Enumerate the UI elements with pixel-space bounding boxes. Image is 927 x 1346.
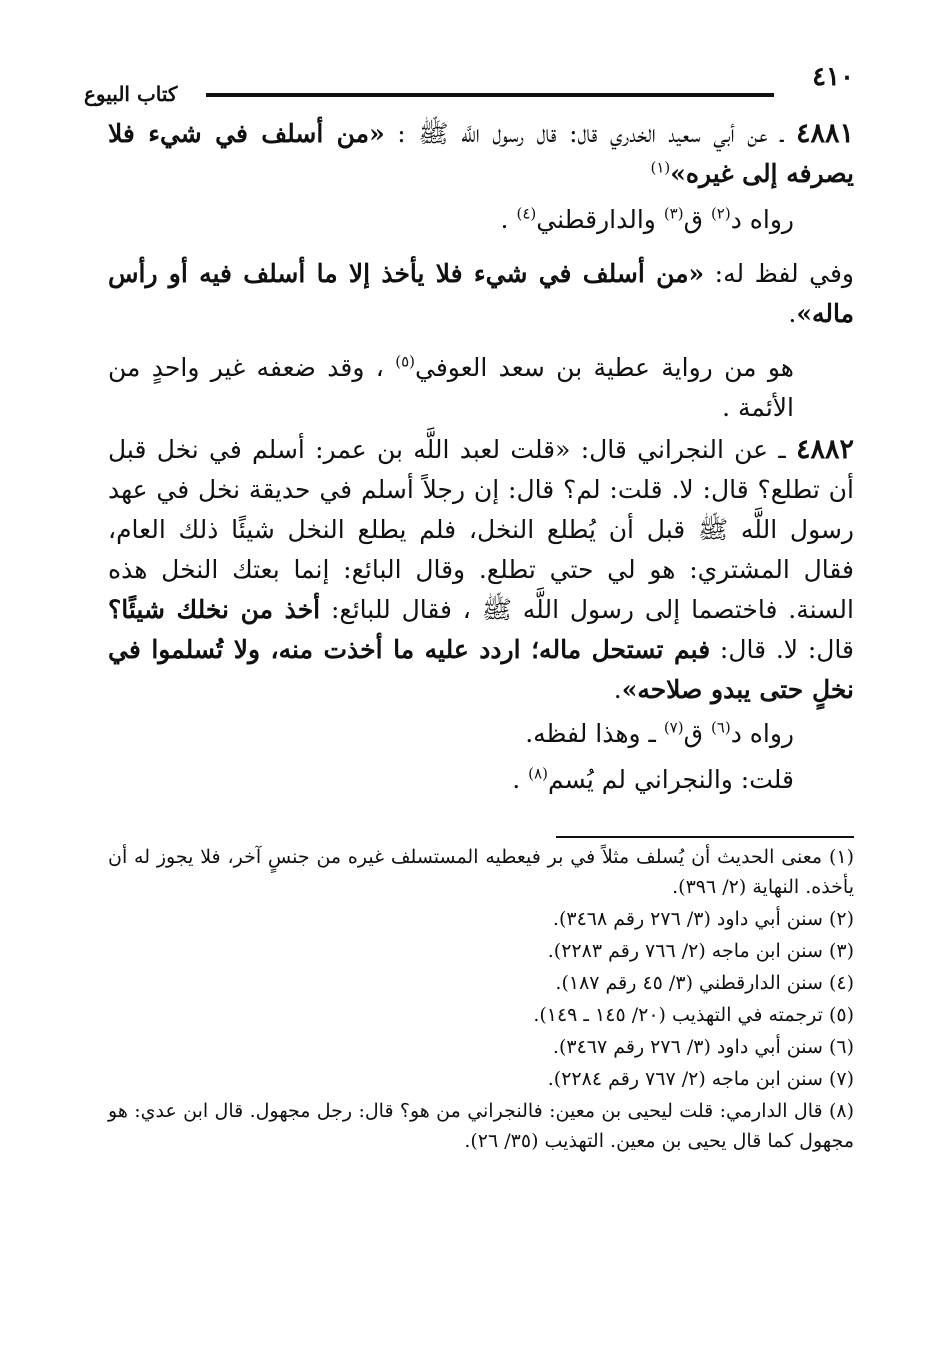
narration-text: والدارقطني	[536, 205, 664, 234]
page-header	[84, 62, 854, 106]
hadith-quote-bold: فبم تستحل ماله؛ اردد عليه ما أخذت منه، ولا تُسلموا في نخلٍ حتى يبدو صلاحه»	[108, 635, 854, 704]
footnote-number: (٥)	[822, 1004, 854, 1026]
book-title: كتاب البيوع	[84, 82, 178, 106]
hadith-intro: ـ عن أبي سعيد الخدري قال: قال رسول اللَّه ﷺ :	[384, 119, 796, 148]
footnote-number: (٤)	[822, 972, 854, 994]
footnote-number: (٦)	[822, 1036, 854, 1058]
footnote-ref[interactable]: (٤)	[516, 204, 537, 223]
footnote-item	[108, 1000, 854, 1030]
footnotes	[108, 842, 854, 1158]
footnote-item	[108, 936, 854, 966]
narration-text: رواه د	[730, 719, 794, 748]
note-text: قلت: والنجراني لم يُسم	[547, 765, 794, 794]
footnote-text: سنن ابن ماجه (٢/ ٧٦٧ رقم ٢٢٨٤).	[547, 1068, 823, 1090]
footnote-text: سنن الدارقطني (٣/ ٤٥ رقم ١٨٧).	[555, 972, 823, 994]
footnote-text: معنى الحديث أن يُسلف مثلاً في بر فيعطيه المستسلف غيره من جنسٍ آخر، فلا يجوز له أن يأخذه. النهاية (٢/ ٣٩٦).	[108, 846, 854, 898]
footnote-item	[108, 904, 854, 934]
hadith-quote-end: .	[613, 675, 622, 704]
hadith-intro: ـ عن النجراني قال:	[570, 435, 796, 464]
footnote-rule	[556, 836, 854, 838]
footnote-ref[interactable]: (٥)	[395, 352, 415, 371]
narration-line	[108, 714, 854, 754]
hadith-4881-text	[108, 114, 854, 194]
hadith-quote: قال: لا. قال:	[710, 635, 854, 664]
wording-label: وفي لفظ له:	[704, 259, 854, 288]
comment-line	[108, 348, 854, 428]
page-number: ٤١٠	[812, 62, 854, 92]
note-text: .	[512, 765, 529, 794]
footnote-text: سنن ابن ماجه (٢/ ٧٦٦ رقم ٢٢٨٣).	[547, 940, 823, 962]
narration-text: ـ وهذا لفظه.	[525, 719, 664, 748]
footnote-ref[interactable]: (٦)	[710, 718, 731, 737]
footnote-item	[108, 968, 854, 998]
hadith-number: ٤٨٨٢	[795, 434, 854, 465]
wording-end: .	[788, 299, 797, 328]
hadith-4881	[108, 114, 854, 428]
footnote-text: سنن أبي داود (٣/ ٢٧٦ رقم ٣٤٦٧).	[552, 1036, 823, 1058]
narration-text: ق	[683, 719, 711, 748]
hadith-quote: «قلت لعبد اللَّه بن عمر: أسلم في نخل قبل أن تطلع؟ قال: لا. قلت: لم؟ قال: إن رجلاً أسلم في حديقة نخل في عهد رسول اللَّه ﷺ قبل أن يُطلع النخل، فلم يطلع النخل شيئًا ذلك العام، فقال المشتري: هو لي حتي تطلع. وقال البائع: إنما بعتك النخل هذه السنة. فاختصما إلى رسول اللَّه ﷺ ، فقال للبائع:	[108, 435, 855, 624]
footnote-item	[108, 842, 854, 902]
narration-line	[108, 200, 854, 240]
footnote-ref[interactable]: (٢)	[710, 204, 731, 223]
footnote-number: (٨)	[822, 1100, 854, 1122]
narration-text: رواه د	[730, 205, 794, 234]
wording-paragraph	[108, 254, 854, 334]
note-line	[108, 760, 854, 800]
narration-text: .	[500, 205, 517, 234]
footnote-text: قال الدارمي: قلت ليحيى بن معين: فالنجراني من هو؟ قال: رجل مجهول. قال ابن عدي: هو مجهول كما قال يحيى بن معين. التهذيب (٣٥/ ٢٦).	[108, 1100, 854, 1152]
footnote-number: (١)	[822, 846, 855, 868]
footnote-ref[interactable]: (٧)	[663, 718, 684, 737]
footnote-number: (٧)	[822, 1068, 854, 1090]
comment-text: هو من رواية عطية بن سعد العوفي	[414, 353, 794, 382]
footnote-ref[interactable]: (٣)	[663, 204, 684, 223]
narration-text: ق	[683, 205, 711, 234]
hadith-quote: «من أسلف في شيء فلا يصرفه إلى غيره»	[108, 119, 854, 188]
footnote-ref[interactable]: (١)	[650, 158, 671, 177]
footnote-item	[108, 1032, 854, 1062]
hadith-number: ٤٨٨١	[795, 118, 854, 149]
hadith-4882-text	[108, 430, 854, 710]
header-rule	[206, 93, 774, 97]
footnote-number: (٣)	[822, 940, 854, 962]
footnote-item	[108, 1064, 854, 1094]
footnote-number: (٢)	[822, 908, 854, 930]
wording-quote: «من أسلف في شيء فلا يأخذ إلا ما أسلف فيه أو رأس ماله»	[108, 259, 854, 328]
hadith-quote-bold: أخذ من نخلك شيئًا؟	[108, 595, 321, 624]
comment-text: ، وقد ضعفه غير واحدٍ من الأئمة .	[108, 353, 794, 422]
footnote-text: ترجمته في التهذيب (٢٠/ ١٤٥ ـ ١٤٩).	[533, 1004, 823, 1026]
footnote-ref[interactable]: (٨)	[528, 764, 548, 783]
footnote-text: سنن أبي داود (٣/ ٢٧٦ رقم ٣٤٦٨).	[552, 908, 823, 930]
footnote-item	[108, 1096, 854, 1156]
hadith-4882	[108, 430, 854, 800]
